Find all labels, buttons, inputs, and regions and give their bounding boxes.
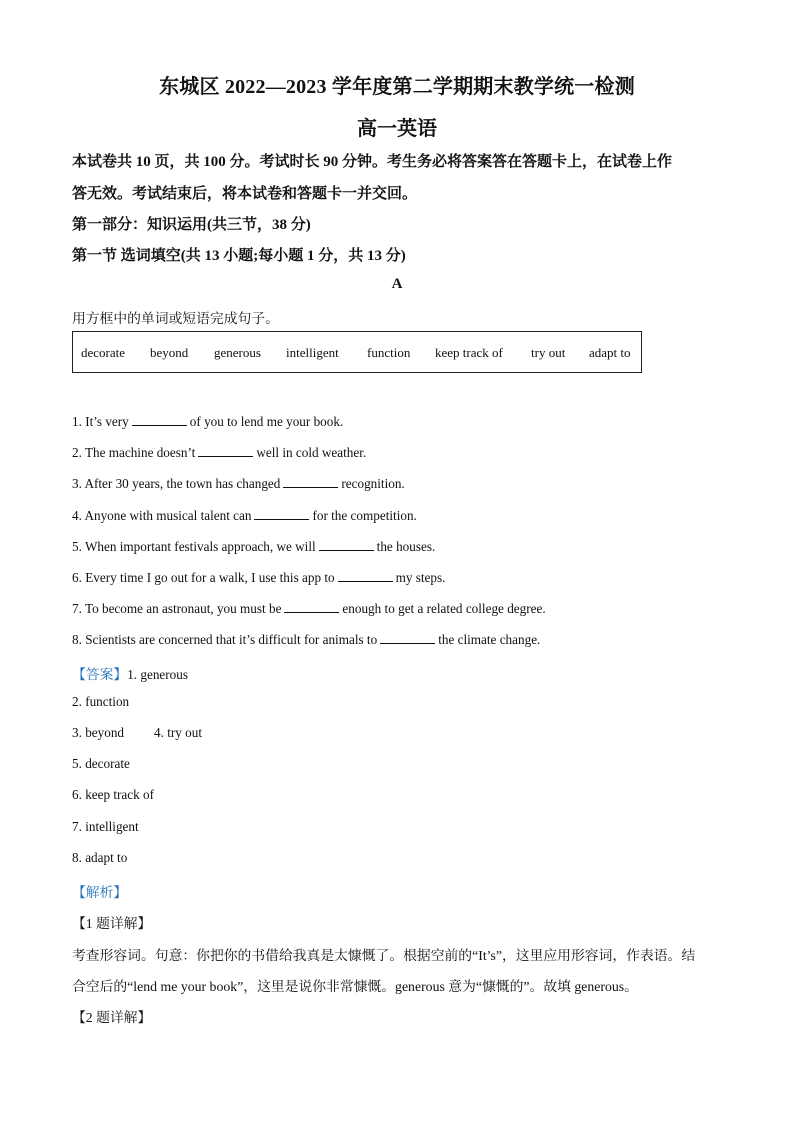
answer-blank — [380, 631, 435, 644]
question-8: 8. Scientists are concerned that it’s difficult for animals to the climate change. — [72, 632, 541, 647]
q1-detail-line-1: 考查形容词。句意：你把你的书借给我真是太慷慨了。根据空前的“It’s”，这里应用形容词，作表语。结 — [72, 948, 696, 963]
word-box-item: keep track of — [435, 345, 503, 360]
word-box-item: try out — [531, 345, 566, 360]
answer-line-1: 【答案】1. generous — [72, 667, 188, 682]
word-box-item: intelligent — [286, 345, 339, 360]
word-box-item: adapt to — [589, 345, 631, 360]
question-7: 7. To become an astronaut, you must be enough to get a related college degree. — [72, 601, 546, 616]
word-box-item: decorate — [81, 345, 126, 360]
question-5: 5. When important festivals approach, we will the houses. — [72, 539, 436, 554]
question-3: 3. After 30 years, the town has changed recognition. — [72, 476, 405, 491]
intro-line-1: 本试卷共 10 页，共 100 分。考试时长 90 分钟。考生务必将答案答在答题卡上，在试卷上作 — [72, 154, 673, 170]
answer-tag: 【答案】 — [72, 667, 128, 682]
page-subtitle: 高一英语 — [357, 118, 437, 140]
answer-line-3: 3. beyond 4. try out — [72, 725, 203, 740]
section-heading: 第一节 选词填空(共 13 小题;每小题 1 分，共 13 分) — [72, 248, 406, 264]
question-1: 1. It’s very of you to lend me your book. — [72, 414, 344, 429]
question-6: 6. Every time I go out for a walk, I use this app to my steps. — [72, 570, 446, 585]
q1-detail-line-2: 合空后的“lend me your book”，这里是说你非常慷慨。generous 意为“慷慨的”。故填 generous。 — [72, 979, 638, 994]
word-box-item: generous — [214, 345, 261, 360]
section-letter: A — [391, 276, 403, 292]
page-title: 东城区 2022—2023 学年度第二学期期末教学统一检测 — [159, 76, 635, 98]
question-4: 4. Anyone with musical talent can for the competition. — [72, 508, 417, 523]
answer-blank — [198, 444, 253, 457]
instruction-text: 用方框中的单词或短语完成句子。 — [72, 311, 279, 326]
answer-blank — [132, 413, 187, 426]
q1-detail-heading: 【1 题详解】 — [72, 916, 152, 931]
analysis-tag: 【解析】 — [72, 885, 128, 900]
word-box-item: function — [367, 345, 411, 360]
question-2: 2. The machine doesn’t well in cold weather. — [72, 445, 367, 460]
answer-line-5: 5. decorate — [72, 756, 130, 771]
answer-blank — [283, 475, 338, 488]
answer-line-8: 8. adapt to — [72, 850, 128, 865]
word-box — [72, 331, 642, 373]
answer-blank — [284, 600, 339, 613]
answer-blank — [254, 507, 309, 520]
answer-line-7: 7. intelligent — [72, 819, 139, 834]
intro-line-2: 答无效。考试结束后，将本试卷和答题卡一并交回。 — [72, 186, 418, 202]
part-heading: 第一部分：知识运用(共三节，38 分) — [72, 217, 311, 233]
q2-detail-heading: 【2 题详解】 — [72, 1010, 152, 1025]
answer-blank — [319, 538, 374, 551]
word-box-item: beyond — [150, 345, 189, 360]
answer-line-6: 6. keep track of — [72, 787, 155, 802]
answer-line-2: 2. function — [72, 694, 130, 709]
answer-blank — [338, 569, 393, 582]
